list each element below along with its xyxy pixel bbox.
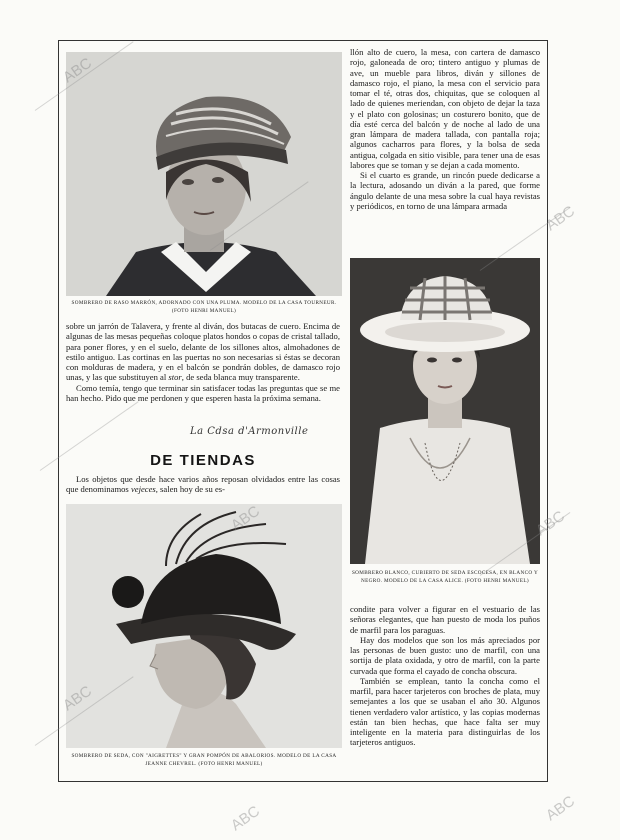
- paragraph: Hay dos modelos que son los más apreciados por las personas de buen gusto: uno de marfil, con una sortija de plata oxidada, y otro de marfil, con la parte curvada que forma el cayado de concha obscura.: [350, 634, 540, 676]
- signature: La Cdsa d'Armonville: [190, 426, 309, 437]
- photo-brown-hat: [66, 52, 342, 296]
- section-title: DE TIENDAS: [150, 452, 256, 469]
- right-column-bottom-text: [350, 604, 540, 748]
- watermark: ABC: [59, 682, 95, 715]
- watermark: ABC: [227, 502, 263, 535]
- paragraph: Si el cuarto es grande, un rincón puede dedicarse a la lectura, adosando un diván a la pared, que forme ángulo delante de una mesa sobre la cual haya revistas y periódicos, en torno de una lámpara armada: [350, 170, 540, 211]
- watermark: ABC: [532, 507, 568, 540]
- paragraph: También se emplean, tanto la concha como el marfil, para hacer tarjeteros con broches de plata, muy semejantes a los que se usaban el año 30. Algunos tienen verdadero valor artístico, y las copias modernas están tan bien hechas, que hace falta ser muy inteligente en la materia para distinguirlas de los tarjeteros antiguos.: [350, 675, 540, 748]
- left-column-text: [66, 321, 340, 403]
- left-column-text-2: [66, 474, 340, 495]
- paragraph: Como temía, tengo que terminar sin satisfacer todas las preguntas que se me han hecho. Pido que me perdonen y que esperen hasta la próxima semana.: [66, 382, 340, 403]
- watermark: ABC: [542, 202, 578, 235]
- paragraph: condite para volver a figurar en el vestuario de las señoras elegantes, que han puesto de moda los puños de marfil para los paraguas.: [350, 604, 540, 635]
- watermark: ABC: [59, 54, 95, 87]
- paragraph: llón alto de cuero, la mesa, con cartera de damasco rojo, galoneada de oro; tintero antiguo y plumas de ave, un mueble para libros, diván y sillones de damasco rojo, el piano, la mesa con el servicio para tomar el té, otras dos, chiquitas, que se coloquen al lado de quienes meriendan, con objeto de dejar la taza y el plato con golosinas; un costurero bonito, que de día esté cerca del balcón y de noche al lado de una gran lámpara de madera tallada, con pantalla roja; algunos cacharros para flores, y la bolsa de seda antigua, colgada en sitio visible, para tener una de esas labores que se toman y se dejan a cada momento.: [350, 47, 540, 170]
- photo-silk-hat-caption: SOMBRERO DE SEDA, CON "AIGRETTES" Y GRAN POMPÓN DE ABALORIOS. MODELO DE LA CASA JEANNE CHEVREL. (FOTO HENRI MANUEL): [71, 753, 337, 767]
- right-column-top-text: [350, 47, 540, 211]
- photo-brown-hat-caption: SOMBRERO DE RASO MARRÓN, ADORNADO CON UNA PLUMA. MODELO DE LA CASA TOURNEUR. (FOTO HENRI MANUEL): [71, 300, 337, 314]
- watermark: ABC: [542, 792, 578, 825]
- photo-white-hat-caption: SOMBRERO BLANCO, CUBIERTO DE SEDA ESCOCESA, EN BLANCO Y NEGRO. MODELO DE LA CASA ALICE. (FOTO HENRI MANUEL): [351, 570, 539, 584]
- paragraph: Los objetos que desde hace varios años reposan olvidados entre las cosas que denominamos vejeces, salen hoy de su es-: [66, 474, 340, 495]
- watermark: ABC: [227, 802, 263, 835]
- photo-silk-hat: [66, 504, 342, 748]
- photo-white-hat: [350, 258, 540, 564]
- paragraph: sobre un jarrón de Talavera, y frente al diván, dos butacas de cuero. Encima de algunas de las mesas pequeñas coloque platos hondos o copas de cristal tallado, para poner flores, y en el suelo, delante de los sillones altos, almohadones de estilo antiguo. Las cortinas en las puertas no son necesarias si éstas se decoran con molduras de madera, y en el balcón se pondrán dobles, de damasco rojo unas, y las que substituyen al stor, de seda blanca muy transparente.: [66, 321, 340, 383]
